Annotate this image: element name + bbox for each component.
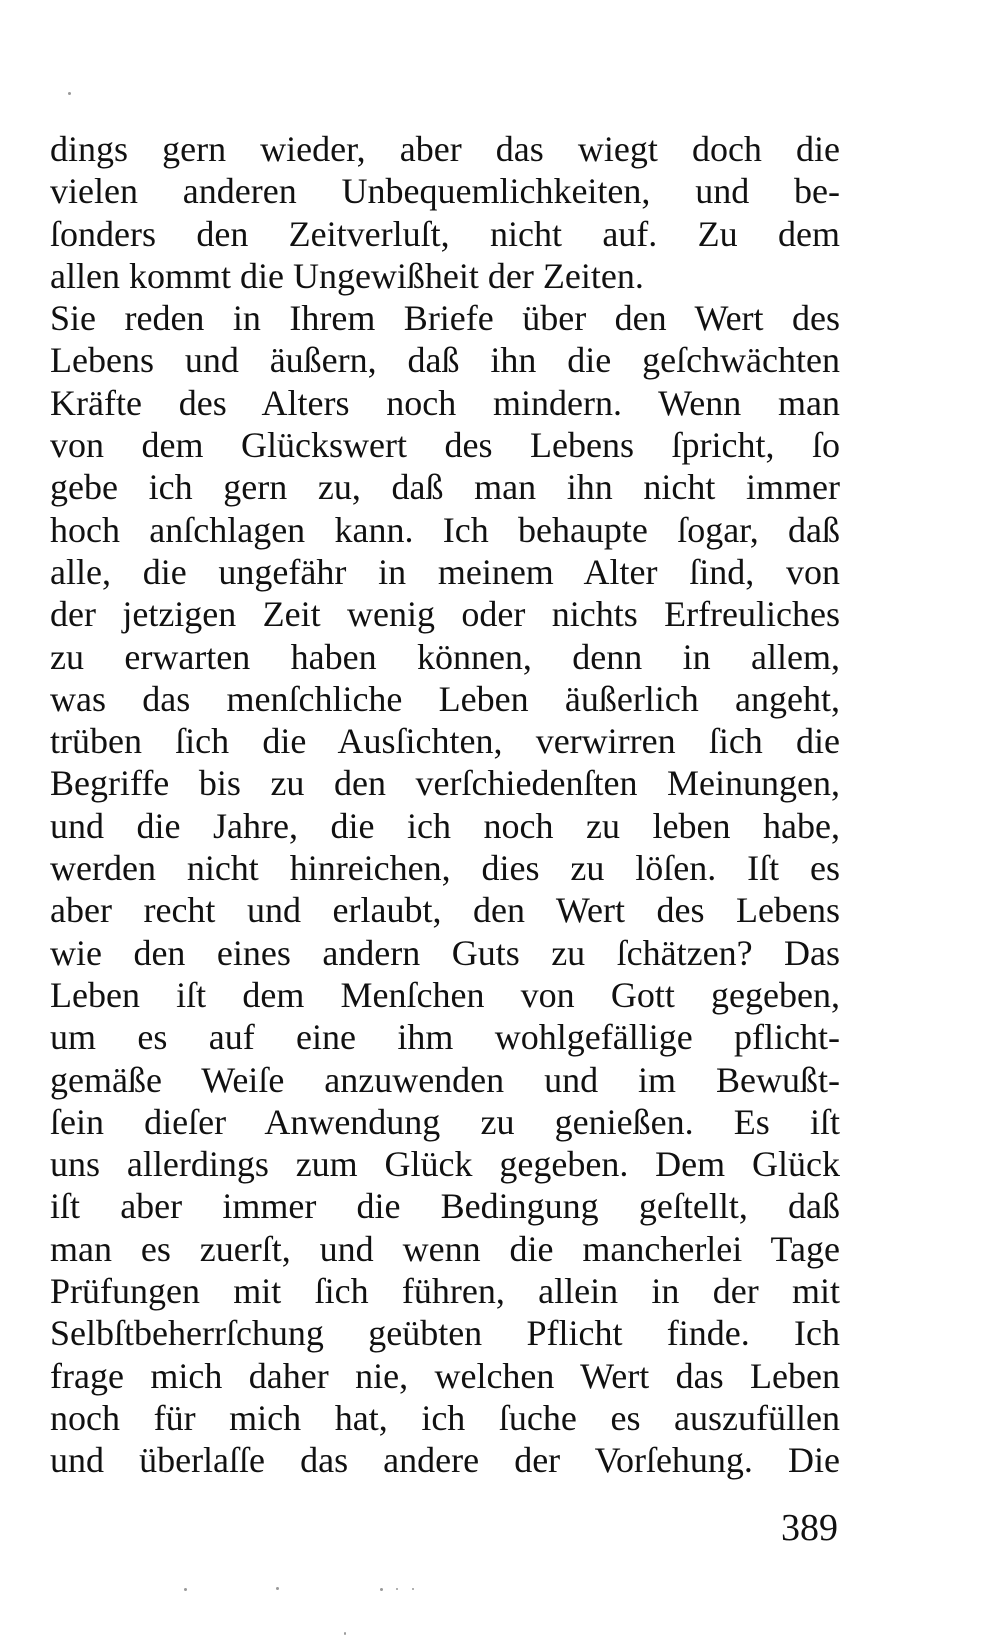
text-line: Kräfte des Alters noch mindern. Wenn man [50,382,840,423]
text-line: Lebens und äußern, daß ihn die geſchwächten [50,340,840,381]
text-line: frage mich daher nie, welchen Wert das Leben [50,1355,840,1396]
text-line: gemäße Weiſe anzuwenden und im Bewußt- [50,1059,840,1100]
text-line: dings gern wieder, aber das wiegt doch die [50,129,840,169]
text-line: Prüfungen mit ſich führen, allein in der mit [50,1271,840,1312]
page-number: 389 [781,1507,838,1549]
text-line: uns allerdings zum Glück gegeben. Dem Glück [50,1144,840,1185]
text-line: und überlaſſe das andere der Vorſehung. Die [50,1440,840,1481]
text-line: zu erwarten haben können, denn in allem, [50,636,840,677]
text-line: alle, die ungefähr in meinem Alter ſind, von [50,551,840,592]
text-line: man es zuerſt, und wenn die mancherlei Tage [50,1228,840,1269]
text-line: Sie reden in Ihrem Briefe über den Wert des [50,298,840,339]
text-line: vielen anderen Unbequemlichkeiten, und be- [50,171,840,212]
paper-speck [276,1587,279,1590]
text-line: hoch anſchlagen kann. Ich behaupte ſogar, daß [50,509,840,550]
text-line: aber recht und erlaubt, den Wert des Lebens [50,890,840,931]
text-line: allen kommt die Ungewißheit der Zeiten. [50,255,644,296]
paper-speck [412,1588,414,1590]
text-line: was das menſchliche Leben äußerlich angeht, [50,678,840,719]
text-line: und die Jahre, die ich noch zu leben habe, [50,805,840,846]
paper-speck [184,1588,187,1591]
text-line: iſt aber immer die Bedingung geſtellt, daß [50,1186,840,1227]
paper-speck [344,1632,346,1635]
text-line: ſein dieſer Anwendung zu genießen. Es iſt [50,1101,840,1142]
paper-speck [68,92,71,95]
text-line: Begriffe bis zu den verſchiedenſten Meinungen, [50,763,840,804]
text-line: werden nicht hinreichen, dies zu löſen. Iſt es [50,848,840,889]
paper-speck [380,1588,383,1591]
text-line: der jetzigen Zeit wenig oder nichts Erfreuliches [50,594,840,635]
text-line: noch für mich hat, ich ſuche es auszufüllen [50,1397,840,1438]
text-line: Selbſtbeherrſchung geübten Pflicht finde. Ich [50,1313,840,1354]
text-line: von dem Glückswert des Lebens ſpricht, ſo [50,425,840,466]
text-line: wie den eines andern Guts zu ſchätzen? Das [50,932,840,973]
text-line: gebe ich gern zu, daß man ihn nicht immer [50,467,840,508]
text-line: Leben iſt dem Menſchen von Gott gegeben, [50,974,840,1015]
text-line: um es auf eine ihm wohlgefällige pflicht- [50,1017,840,1058]
text-line: trüben ſich die Ausſichten, verwirren ſich die [50,721,840,762]
body-text [50,128,840,1482]
paper-speck [396,1588,398,1590]
text-line: ſonders den Zeitverluſt, nicht auf. Zu dem [50,213,840,254]
